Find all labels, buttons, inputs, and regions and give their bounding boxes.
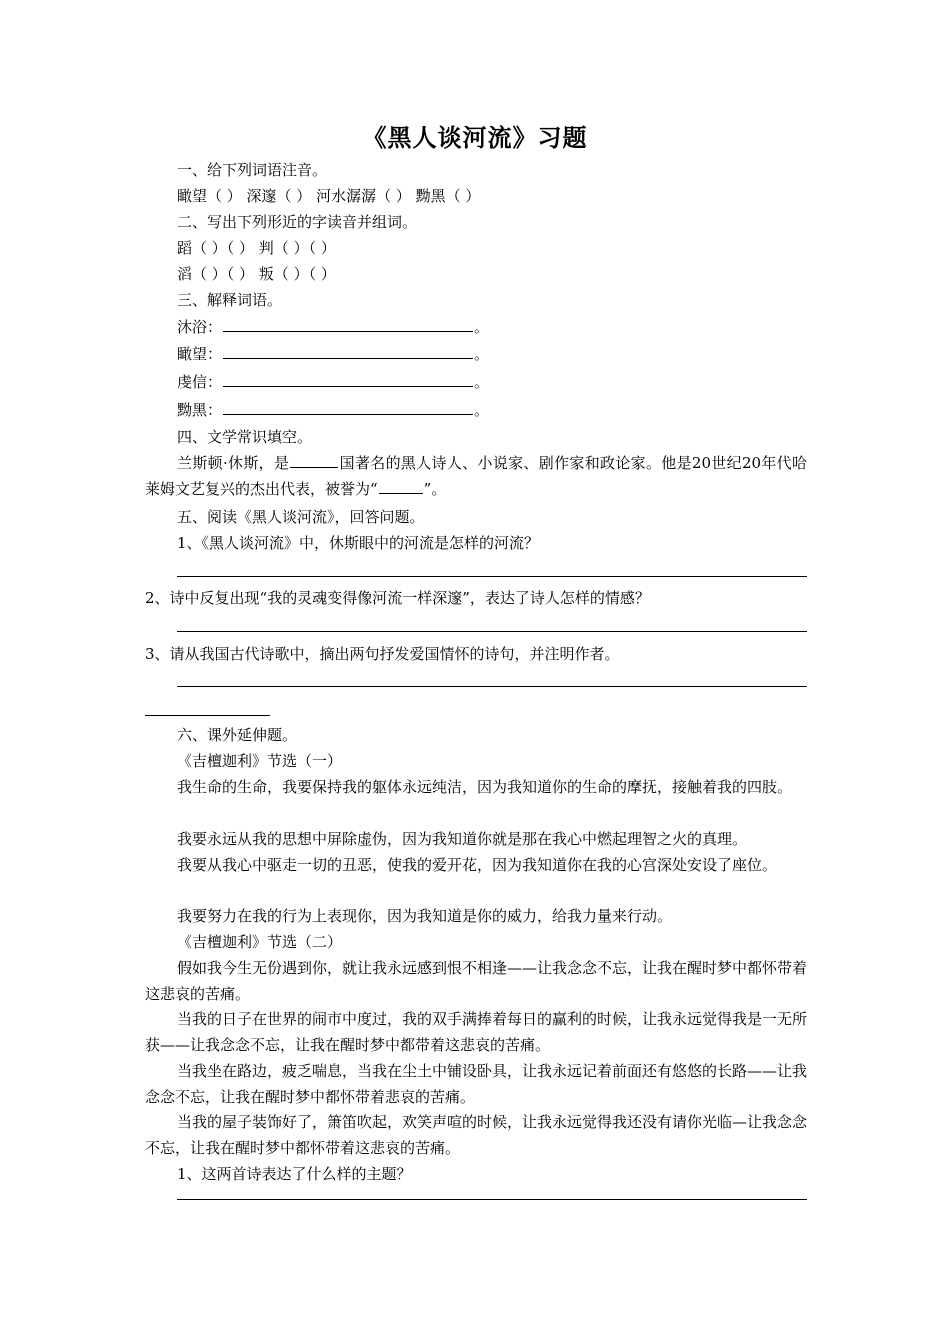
answer-line[interactable] [177, 1199, 807, 1200]
answer-line[interactable] [177, 631, 807, 632]
excerpt-paragraph: 当我的日子在世界的闹市中度过，我的双手满捧着每日的赢利的时候，让我永远觉得我是一无所获——让我念念不忘，让我在醒时梦中都带着这悲哀的苦痛。 [145, 1010, 808, 1054]
answer-blank[interactable] [223, 314, 473, 332]
section-5-heading: 五、阅读《黑人谈河流》，回答问题。 [177, 508, 425, 526]
fill-text-c: ”。 [423, 480, 447, 498]
excerpt-paragraph: 当我坐在路边，疲乏喘息，当我在尘土中铺设卧具，让我永远记着前面还有悠悠的长路——让我念念不忘，让我在醒时梦中都怀带着悲哀的苦痛。 [145, 1062, 808, 1106]
fill-text-b: 国著名的黑人诗人、小说家、剧作家和政论家。他是20世纪20年代哈莱姆文艺复兴的杰出代表，被誉为“ [145, 454, 807, 498]
fill-text-a: 兰斯顿·休斯，是 [177, 454, 290, 472]
page-title: 《黑人谈河流》习题 [362, 123, 588, 152]
excerpt-paragraph: 当我的屋子装饰好了，箫笛吹起，欢笑声喧的时候，让我永远觉得我还没有请你光临—让我念念不忘，让我在醒时梦中都怀带着这悲哀的苦痛。 [145, 1113, 808, 1157]
section-2-heading: 二、写出下列形近的字读音并组词。 [177, 213, 418, 231]
term-label: 瞰望： [177, 345, 223, 363]
excerpt-2-title: 《吉檀迦利》节选（二） [177, 933, 343, 951]
excerpt-paragraph: 我要从我心中驱走一切的丑恶，使我的爱开花，因为我知道你在我的心宫深处安设了座位。 [177, 856, 778, 874]
term-end: 。 [474, 318, 490, 336]
term-row [177, 314, 807, 340]
section-1-items: 瞰望（ ） 深邃（ ） 河水潺潺（ ） 黝黑（ ） [177, 187, 481, 205]
answer-line[interactable] [145, 715, 270, 716]
section-3-heading: 三、解释词语。 [177, 291, 283, 309]
term-label: 沐浴： [177, 318, 223, 336]
answer-blank[interactable] [223, 341, 473, 359]
literature-fill-paragraph [145, 450, 807, 502]
question-5-3: 3、请从我国古代诗歌中，摘出两句抒发爱国情怀的诗句，并注明作者。 [145, 645, 620, 663]
term-row [177, 341, 807, 367]
section-4-heading: 四、文学常识填空。 [177, 428, 313, 446]
excerpt-paragraph: 我要努力在我的行为上表现你，因为我知道是你的威力，给我力量来行动。 [177, 907, 673, 925]
answer-blank[interactable] [223, 397, 473, 415]
term-end: 。 [474, 401, 490, 419]
question-5-1: 1、《黑人谈河流》中，休斯眼中的河流是怎样的河流？ [177, 534, 540, 552]
answer-line[interactable] [177, 686, 807, 687]
excerpt-1-title: 《吉檀迦利》节选（一） [177, 752, 343, 770]
section-6-heading: 六、课外延伸题。 [177, 726, 298, 744]
term-end: 。 [474, 345, 490, 363]
question-6-1: 1、这两首诗表达了什么样的主题？ [177, 1165, 412, 1183]
term-row [177, 397, 807, 423]
section-2-row-1: 蹈（ ）（ ） 判（ ）（ ） [177, 239, 336, 257]
term-end: 。 [474, 373, 490, 391]
excerpt-paragraph: 我要永远从我的思想中屏除虚伪，因为我知道你就是那在我心中燃起理智之火的真理。 [177, 830, 748, 848]
term-label: 虔信： [177, 373, 223, 391]
excerpt-paragraph: 假如我今生无份遇到你，就让我永远感到恨不相逢——让我念念不忘，让我在醒时梦中都怀带着这悲哀的苦痛。 [145, 959, 808, 1003]
answer-blank[interactable] [223, 369, 473, 387]
section-1-heading: 一、给下列词语注音。 [177, 161, 328, 179]
answer-line[interactable] [177, 576, 807, 577]
country-blank[interactable] [290, 450, 338, 468]
excerpt-paragraph: 我生命的生命，我要保持我的躯体永远纯洁，因为我知道你的生命的摩抚，接触着我的四肢。 [177, 778, 793, 796]
term-label: 黝黑： [177, 401, 223, 419]
section-2-row-2: 滔（ ）（ ） 叛（ ）（ ） [177, 265, 336, 283]
term-row [177, 369, 807, 395]
question-5-2: 2、诗中反复出现“我的灵魂变得像河流一样深邃”，表达了诗人怎样的情感？ [145, 589, 650, 607]
title-blank[interactable] [379, 476, 423, 494]
